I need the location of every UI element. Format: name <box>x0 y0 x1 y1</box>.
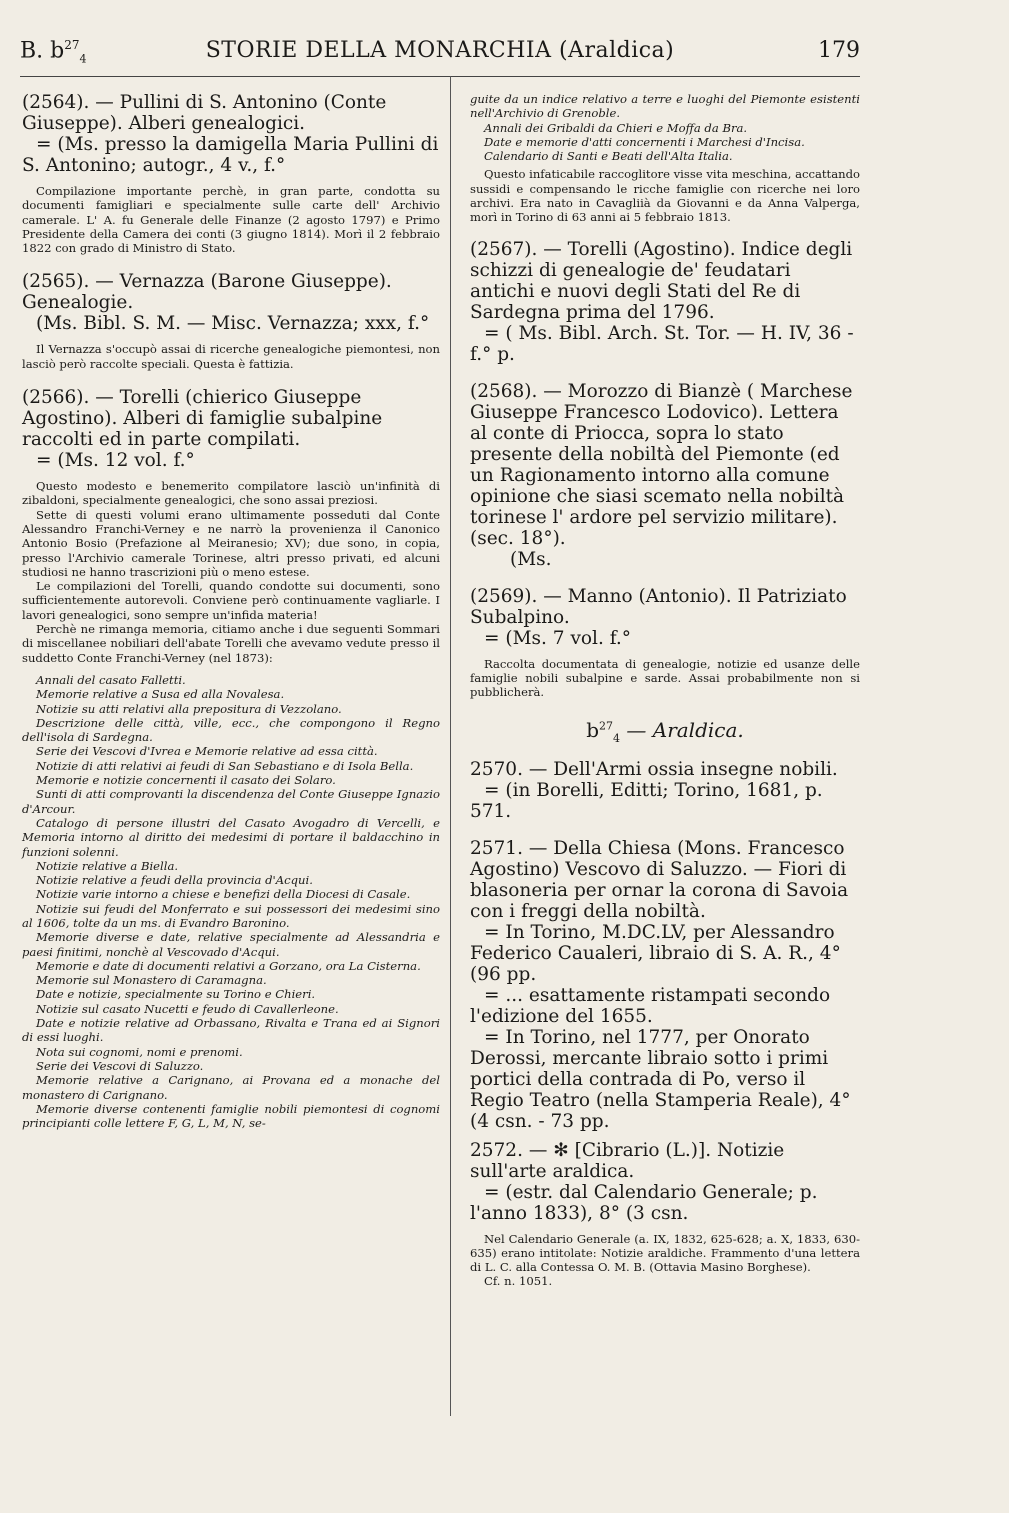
entry-location: (Ms. Bibl. S. M. — Misc. Vernazza; xxx, f.° <box>36 313 430 335</box>
list-item: Memorie diverse e date, relative specialmente ad Alessandria e paesi finitimi, nonchè al Vescovado d'Acqui. <box>22 930 440 959</box>
list-item: Notizie su atti relativi alla prepositura di Vezzolano. <box>36 701 342 716</box>
list-item: Annali dei Gribaldi da Chieri e Moffa da Bra. <box>484 120 748 135</box>
list-item: Memorie e date di documenti relativi a Gorzano, ora La Cisterna. <box>36 958 421 973</box>
list-item: Date e memorie d'atti concernenti i Marchesi d'Incisa. <box>484 134 805 149</box>
left-column <box>22 92 440 1130</box>
list-item: Memorie relative a Susa ed alla Novalesa. <box>36 687 285 702</box>
entry-note: Perchè ne rimanga memoria, citiamo anche i due seguenti Sommari di miscellanee nobiliari dell'abate Torelli che avevamo vedute presso il suddetto Conte Franchi-Verney (nel 1873): <box>22 622 440 665</box>
entry-2569 <box>470 586 860 700</box>
entry-2571 <box>470 838 860 1132</box>
entry-location: = (in Borelli, Editti; Torino, 1681, p. 571. <box>470 779 823 822</box>
header-rule <box>20 76 860 77</box>
entry-location: = (estr. dal Calendario Generale; p. l'anno 1833), 8° (3 csn. <box>470 1181 818 1224</box>
entry-note: Nel Calendario Generale (a. IX, 1832, 625-628; a. X, 1833, 630-635) erano intitolate: Notizie araldiche. Frammento d'una lettera di L. C. alla Contessa O. M. B. (Ottavia Masino Borghese). <box>470 1231 860 1275</box>
torelli-list <box>22 673 440 1131</box>
list-item: Memorie relative a Carignano, ai Provana ed a monache del monastero di Carignano. <box>22 1073 440 1102</box>
list-item: Serie dei Vescovi d'Ivrea e Memorie relative ad essa città. <box>36 744 378 759</box>
list-item: Memorie e notizie concernenti il casato dei Solaro. <box>36 773 336 788</box>
entry-2570 <box>470 759 860 822</box>
list-item: Notizie varie intorno a chiese e benefizi della Diocesi di Casale. <box>36 887 411 902</box>
list-item: Serie dei Vescovi di Saluzzo. <box>36 1058 204 1073</box>
entry-location: = ( Ms. Bibl. Arch. St. Tor. — H. IV, 36 - f.° p. <box>470 322 854 365</box>
entry-title: 2571. — Della Chiesa (Mons. Francesco Agostino) Vescovo di Saluzzo. — Fiori di blasoneria per ornar la corona di Savoia con i freggi della nobiltà. <box>470 837 849 922</box>
entry-2564 <box>22 92 440 255</box>
entry-2568 <box>470 381 860 570</box>
right-column <box>470 92 860 1297</box>
list-item: Calendario di Santi e Beati dell'Alta Italia. <box>484 149 733 164</box>
list-item: Notizie di atti relativi ai feudi di San Sebastiano e di Isola Bella. <box>36 758 414 773</box>
list-item: Notizie sui feudi del Monferrato e sui possessori dei medesimi sino al 1606, tolte da un ms. di Evandro Baronino. <box>22 901 440 930</box>
entry-location: = (Ms. 12 vol. f.° <box>36 450 195 472</box>
entry-note: Sette di questi volumi erano ultimamente posseduti dal Conte Alessandro Franchi-Verney e ne narrò la provenienza il Canonico Antonio Bosio (Prefazione al Meiranesio; XV); due sono, in copia, presso l'Archivio camerale Torinese, altri presso privati, ed alcuni studiosi ne hanno trascrizioni più o meno estese. <box>22 507 440 579</box>
entry-title: 2572. — ✻ [Cibrario (L.)]. Notizie sull'arte araldica. <box>470 1139 785 1182</box>
list-item: Nota sui cognomi, nomi e prenomi. <box>36 1044 243 1059</box>
list-item: Descrizione delle città, ville, ecc., che compongono il Regno dell'isola di Sardegna. <box>22 715 440 745</box>
list-item: Date e notizie relative ad Orbassano, Rivalta e Trana ed ai Signori di essi luoghi. <box>22 1016 440 1045</box>
entry-2566 <box>22 387 440 665</box>
continued-list <box>470 92 860 163</box>
running-header <box>20 38 860 78</box>
entry-location: = In Torino, nel 1777, per Onorato Derossi, mercante libraio sotto i primi portici della contrada di Po, verso il Regio Teatro (nella Stamperia Reale), 4° (4 csn. - 73 pp. <box>470 1026 851 1132</box>
list-item: Notizie relative a Biella. <box>36 858 179 873</box>
list-item: Memorie sul Monastero di Caramagna. <box>36 973 267 988</box>
entry-2572 <box>470 1140 860 1289</box>
list-item: Notizie sul casato Nucetti e feudo di Cavallerleone. <box>36 1001 339 1016</box>
list-item: Annali del casato Falletti. <box>36 672 186 687</box>
entry-location: = ... esattamente ristampati secondo l'edizione del 1655. <box>470 984 831 1027</box>
entry-note: Questo modesto e benemerito compilatore lasciò un'infinità di zibaldoni, specialmente genealogici, che sono assai preziosi. <box>22 479 440 508</box>
entry-note: Raccolta documentata di genealogie, notizie ed usanze delle famiglie nobili subalpine e sarde. Assai probabilmente non si pubblicherà. <box>470 656 860 700</box>
list-item: Catalogo di persone illustri del Casato Avogadro di Vercelli, e Memoria intorno al diritto dei medesimi di portare il baldacchino in funzioni solenni. <box>22 815 440 859</box>
entry-location: (Ms. <box>510 548 552 570</box>
section-heading: $b^{27}_4$ — Araldica. <box>586 717 744 745</box>
signature-mark: B. $b^{27}_4$ <box>20 38 87 66</box>
entry-2565 <box>22 271 440 371</box>
entry-crossref: Cf. n. 1051. <box>484 1274 553 1289</box>
page-number: 179 <box>818 38 860 63</box>
entry-location: = In Torino, M.DC.LV, per Alessandro Federico Caualeri, libraio di S. A. R., 4° (96 pp. <box>470 921 841 985</box>
entry-2567 <box>470 239 860 365</box>
entry-title: (2565). — Vernazza (Barone Giuseppe). Genealogie. <box>22 271 392 314</box>
entry-note: Il Vernazza s'occupò assai di ricerche genealogiche piemontesi, non lasciò però raccolte speciali. Questa è fattizia. <box>22 342 440 371</box>
entry-title: (2567). — Torelli (Agostino). Indice degli schizzi di genealogie de' feudatari antichi e nuovi degli Stati del Re di Sardegna prima del 1796. <box>470 238 853 323</box>
list-item: Date e notizie, specialmente su Torino e Chieri. <box>36 987 316 1002</box>
entry-note: Questo infaticabile raccoglitore visse vita meschina, accattando sussidi e compensando le ricche famiglie con ricerche nei loro archivi. Era nato in Cavagliià da Giovanni e da Anna Valperga, morì in Torino di 63 anni ai 5 febbraio 1813. <box>470 167 860 225</box>
list-item: Sunti di atti comprovanti la discendenza del Conte Giuseppe Ignazio d'Arcour. <box>22 787 440 816</box>
entry-location: = (Ms. 7 vol. f.° <box>484 627 632 649</box>
list-item: Memorie diverse contenenti famiglie nobili piemontesi di cognomi principianti colle lettere F, G, L, M, N, se- <box>22 1101 440 1131</box>
entry-location: = (Ms. presso la damigella Maria Pullini di S. Antonino; autogr., 4 v., f.° <box>22 134 439 176</box>
column-divider <box>450 76 451 1416</box>
entry-title: (2569). — Manno (Antonio). Il Patriziato Subalpino. <box>470 585 847 628</box>
entry-note: Compilazione importante perchè, in gran parte, condotta su documenti famigliari e specialmente sulle carte dell' Archivio camerale. L' A. fu Generale delle Finanze (2 agosto 1797) e Primo Presidente della Camera dei conti (3 giugno 1814). Morì il 2 febbraio 1822 con grado di Ministro di Stato. <box>22 184 440 256</box>
entry-title: 2570. — Dell'Armi ossia insegne nobili. <box>470 758 838 780</box>
list-item: Notizie relative a feudi della provincia d'Acqui. <box>36 873 313 888</box>
page-title: STORIE DELLA MONARCHIA (Araldica) <box>205 38 675 63</box>
entry-title: (2568). — Morozzo di Bianzè ( Marchese Giuseppe Francesco Lodovico). Lettera al conte di Priocca, sopra lo stato presente della nobiltà del Piemonte (ed un Ragionamento intorno alla comune opinione che siasi scemato nella nobiltà torinese l' ardore pel servizio militare). (sec. 18°). <box>470 380 853 549</box>
entry-title: (2566). — Torelli (chierico Giuseppe Agostino). Alberi di famiglie subalpine raccolti ed in parte compilati. <box>22 387 383 451</box>
entry-title: (2564). — Pullini di S. Antonino (Conte Giuseppe). Alberi genealogici. <box>22 92 387 134</box>
entry-note: Le compilazioni del Torelli, quando condotte sui documenti, sono sufficientemente autorevoli. Conviene però continuamente vagliarle. I lavori genealogici, sono sempre un'infida materia! <box>22 579 440 622</box>
list-item: guite da un indice relativo a terre e luoghi del Piemonte esistenti nell'Archivio di Grenoble. <box>470 92 860 121</box>
